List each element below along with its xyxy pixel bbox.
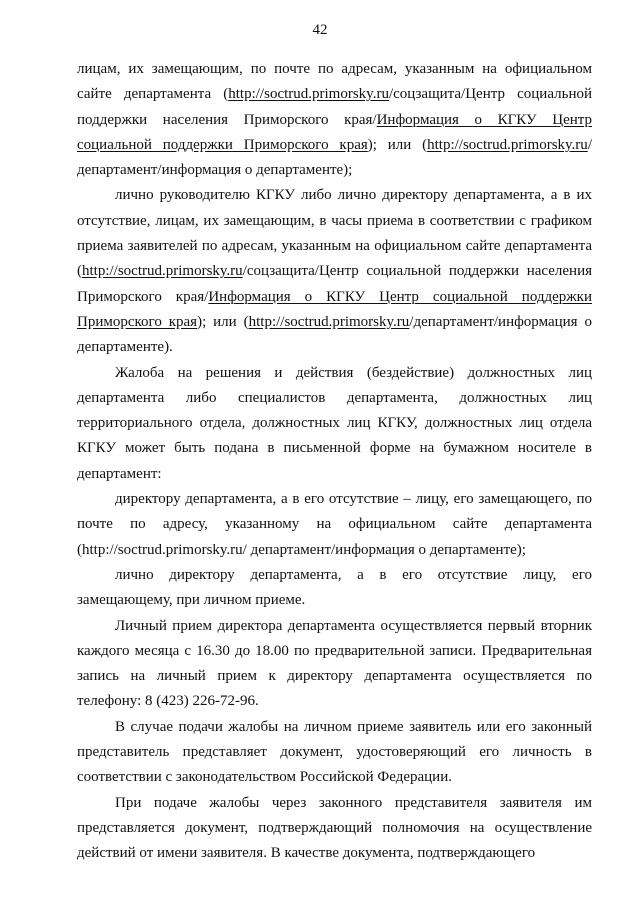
underlined-reference: Информация о КГКУ Центр социальной поддержки Приморского края [77, 111, 592, 153]
text-run: В случае подачи жалобы на личном приеме заявитель или его законный представитель представляет документ, удостоверяющий его личность в соответствии с законодательством Российской Федерации. [77, 718, 592, 786]
url-link[interactable]: http://soctrud.primorsky.ru [228, 86, 389, 103]
url-link[interactable]: http://soctrud.primorsky.ru [427, 136, 588, 153]
paragraph [77, 563, 592, 614]
text-run: При подаче жалобы через законного представителя заявителя им представляется документ, подтверждающий полномочия на осуществление действий от имени заявителя. В качестве документа, подтверждающего [77, 794, 592, 862]
text-run: /соцзащита/Центр социальной поддержки населения Приморского края/ [77, 86, 592, 128]
text-run: ); или ( [197, 313, 249, 330]
text-run: Жалоба на решения и действия (бездействие) должностных лиц департамента либо специалистов департамента, должностных лиц территориального отдела, должностных лиц КГКУ, должностных лиц отдела КГКУ может быть подана в письменной форме на бумажном носителе в департамент: [77, 364, 592, 482]
text-run: Личный прием директора департамента осуществляется первый вторник каждого месяца с 16.30 до 18.00 по предварительной записи. Предварительная запись на личный прием к директору департамента осуществляется по телефону: 8 (423) 226-72-96. [77, 617, 592, 710]
paragraph [77, 487, 592, 563]
text-run: лично руководителю КГКУ либо лично директору департамента, а в их отсутствие, лицам, их замещающим, в часы приема в соответствии с графиком приема заявителей по адресам, указанным на официальном сайте департамента ( [77, 187, 592, 280]
paragraph [77, 614, 592, 715]
text-run: /департамент/информация о департаменте); [77, 136, 592, 179]
text-run: лично директору департамента, а в его отсутствие лицу, его замещающему, при личном приеме. [77, 566, 592, 609]
document-body [77, 57, 592, 867]
paragraph [77, 791, 592, 867]
paragraph [77, 715, 592, 791]
paragraph [77, 183, 592, 360]
paragraph [77, 361, 592, 487]
text-run: ); или ( [367, 136, 428, 153]
text-run: /департамент/информация о департаменте). [77, 313, 592, 356]
url-link[interactable]: http://soctrud.primorsky.ru [82, 263, 243, 280]
page-number: 42 [312, 22, 328, 38]
underlined-reference: Информация о КГКУ Центр социальной поддержки Приморского края [77, 288, 592, 330]
paragraph [77, 57, 592, 183]
text-run: /соцзащита/Центр социальной поддержки населения Приморского края/ [77, 263, 592, 305]
url-link[interactable]: http://soctrud.primorsky.ru [248, 313, 410, 330]
text-run: директору департамента, а в его отсутствие – лицу, его замещающего, по почте по адресу, указанному на официальном сайте департамента (http://soctrud.primorsky.ru/ департамент/информация о департаменте); [77, 491, 592, 558]
text-run: лицам, их замещающим, по почте по адресам, указанным на официальном сайте департамента ( [77, 61, 592, 103]
